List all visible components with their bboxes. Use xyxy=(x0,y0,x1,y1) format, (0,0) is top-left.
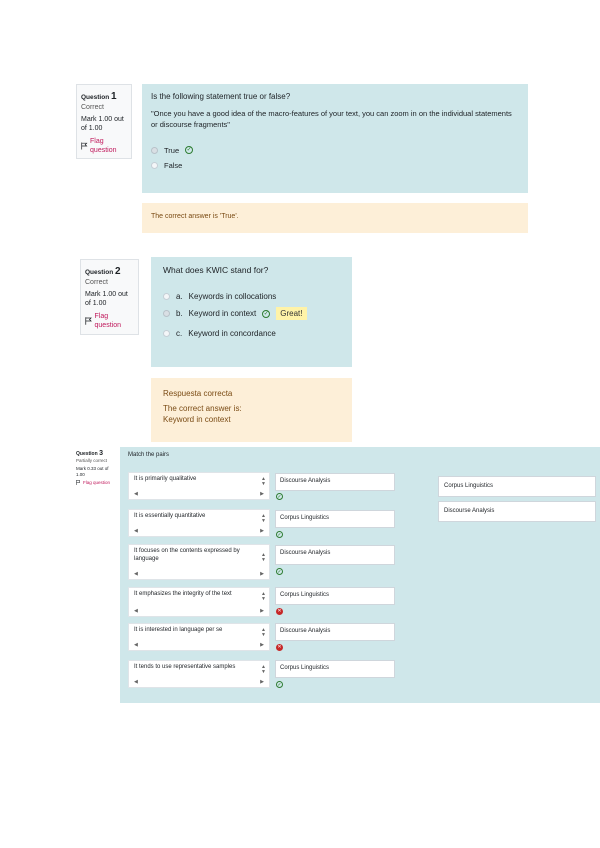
q2-option-a-text: Keywords in collocations xyxy=(188,292,277,301)
q3-answer-6-text: Corpus Linguistics xyxy=(280,665,330,671)
q2-option-b[interactable] xyxy=(163,307,340,320)
q3-choice-2[interactable] xyxy=(438,501,596,522)
q1-status: Correct xyxy=(81,104,104,111)
scroll-arrows-icon: ▲ ▼ xyxy=(261,513,266,524)
q3-statement-1-text: It is primarily qualitative xyxy=(134,476,197,482)
q2-info xyxy=(80,259,139,335)
h-scroll-icon: ◀ ▶ xyxy=(134,490,264,497)
q3-answer-5-text: Discourse Analysis xyxy=(280,628,331,634)
q3-statement-1[interactable] xyxy=(128,472,270,500)
q2-radio-c[interactable] xyxy=(163,330,170,337)
q3-choice-1-text: Corpus Linguistics xyxy=(444,483,494,489)
q3-statement-4[interactable] xyxy=(128,587,270,617)
scroll-arrows-icon: ▲ ▼ xyxy=(261,552,266,563)
flag-icon xyxy=(81,142,88,150)
q1-feedback xyxy=(142,203,528,233)
q2-feedback-title: Respuesta correcta xyxy=(163,389,233,398)
q1-option-true-label: True xyxy=(164,145,180,155)
q1-info xyxy=(76,84,132,159)
q1-prompt: Is the following statement true or false? xyxy=(151,92,291,101)
q3-answer-1[interactable] xyxy=(275,473,395,491)
q3-statement-3[interactable] xyxy=(128,544,270,580)
q2-feedback-line2: Keyword in context xyxy=(163,415,231,425)
check-icon: ✓ xyxy=(277,682,282,688)
q3-statement-2-text: It is essentially quantitative xyxy=(134,513,206,519)
check-icon: ✓ xyxy=(263,310,269,317)
h-scroll-icon: ◀ ▶ xyxy=(134,527,264,534)
q1-option-false[interactable] xyxy=(151,161,519,170)
q3-statement-2[interactable] xyxy=(128,509,270,537)
q2-radio-a[interactable] xyxy=(163,293,170,300)
q2-option-c-letter: c. xyxy=(176,329,183,338)
q3-statement-4-text: It emphasizes the integrity of the text xyxy=(134,591,232,597)
q1-content xyxy=(142,84,528,193)
q3-info xyxy=(76,449,116,485)
q2-great-badge: Great! xyxy=(276,307,306,320)
q3-answer-1-text: Discourse Analysis xyxy=(280,478,331,484)
q2-radio-b[interactable] xyxy=(163,310,170,317)
q2-feedback xyxy=(151,378,352,442)
q3-content xyxy=(120,447,600,703)
q2-option-c-text: Keyword in concordance xyxy=(188,329,276,338)
q2-option-a[interactable] xyxy=(163,292,340,301)
flag-icon xyxy=(85,317,93,325)
q3-flag-label: Flag question xyxy=(83,479,111,485)
q1-radio-true[interactable] xyxy=(151,147,158,154)
q3-answer-5[interactable] xyxy=(275,623,395,641)
q2-option-a-letter: a. xyxy=(176,292,183,301)
q3-prompt: Match the pairs xyxy=(128,452,170,458)
q3-answer-2-text: Corpus Linguistics xyxy=(280,515,330,521)
q2-option-b-text: Keyword in context xyxy=(188,309,257,318)
q3-statement-5[interactable] xyxy=(128,623,270,651)
check-icon: ✓ xyxy=(277,494,282,500)
q2-status: Correct xyxy=(85,279,108,286)
q2-option-c[interactable] xyxy=(163,329,340,338)
q1-flag-button[interactable] xyxy=(81,137,127,155)
q3-answer-4[interactable] xyxy=(275,587,395,605)
h-scroll-icon: ◀ ▶ xyxy=(134,570,264,577)
q1-flag-label: Flag question xyxy=(90,138,117,155)
cross-icon: ✕ xyxy=(277,644,282,650)
q1-radio-false[interactable] xyxy=(151,162,158,169)
q2-number: Question 2 xyxy=(85,266,121,277)
scroll-arrows-icon: ▲ ▼ xyxy=(261,476,266,487)
q2-option-b-letter: b. xyxy=(176,309,183,318)
q3-answer-4-text: Corpus Linguistics xyxy=(280,592,330,598)
h-scroll-icon: ◀ ▶ xyxy=(134,641,264,648)
q2-flag-button[interactable] xyxy=(85,312,134,330)
q2-feedback-line1: The correct answer is: xyxy=(163,403,242,413)
q1-number: Question 1 xyxy=(81,91,117,102)
q3-answer-6[interactable] xyxy=(275,660,395,678)
q3-statement-5-text: It is interested in language per se xyxy=(134,627,223,633)
q3-flag-button[interactable] xyxy=(76,480,116,486)
check-icon: ✓ xyxy=(277,569,282,575)
q3-mark: Mark 0.33 out of 1.00 xyxy=(76,465,109,477)
q1-option-true[interactable] xyxy=(151,146,519,155)
q1-mark: Mark 1.00 out of 1.00 xyxy=(81,116,124,133)
cross-icon: ✕ xyxy=(277,608,282,614)
scroll-arrows-icon: ▲ ▼ xyxy=(261,591,266,602)
q1-option-false-label: False xyxy=(164,160,183,170)
q2-content xyxy=(151,257,352,367)
q3-statement-3-text: It focuses on the contents expressed by language xyxy=(134,548,240,562)
q3-choice-1[interactable] xyxy=(438,476,596,497)
q3-status: Partially correct xyxy=(76,458,108,464)
scroll-arrows-icon: ▲ ▼ xyxy=(261,664,266,675)
q3-number: Question 3 xyxy=(76,450,103,457)
q3-answer-3-text: Discourse Analysis xyxy=(280,550,331,556)
check-icon: ✓ xyxy=(277,532,282,538)
q3-statement-6[interactable] xyxy=(128,660,270,688)
q2-prompt: What does KWIC stand for? xyxy=(163,265,269,275)
q3-statement-6-text: It tends to use representative samples xyxy=(134,664,236,670)
q3-choice-2-text: Discourse Analysis xyxy=(444,508,495,514)
h-scroll-icon: ◀ ▶ xyxy=(134,607,264,614)
scroll-arrows-icon: ▲ ▼ xyxy=(261,627,266,638)
q1-statement: "Once you have a good idea of the macro-features of your text, you can zoom in on the individual statements or discourse fragments" xyxy=(151,109,512,130)
q2-mark: Mark 1.00 out of 1.00 xyxy=(85,291,128,308)
check-icon: ✓ xyxy=(186,147,192,153)
flag-icon xyxy=(76,480,81,485)
q3-answer-3[interactable] xyxy=(275,545,395,565)
q1-feedback-text: The correct answer is 'True'. xyxy=(151,213,239,220)
q3-answer-2[interactable] xyxy=(275,510,395,528)
h-scroll-icon: ◀ ▶ xyxy=(134,678,264,685)
q2-flag-label: Flag question xyxy=(94,313,121,330)
